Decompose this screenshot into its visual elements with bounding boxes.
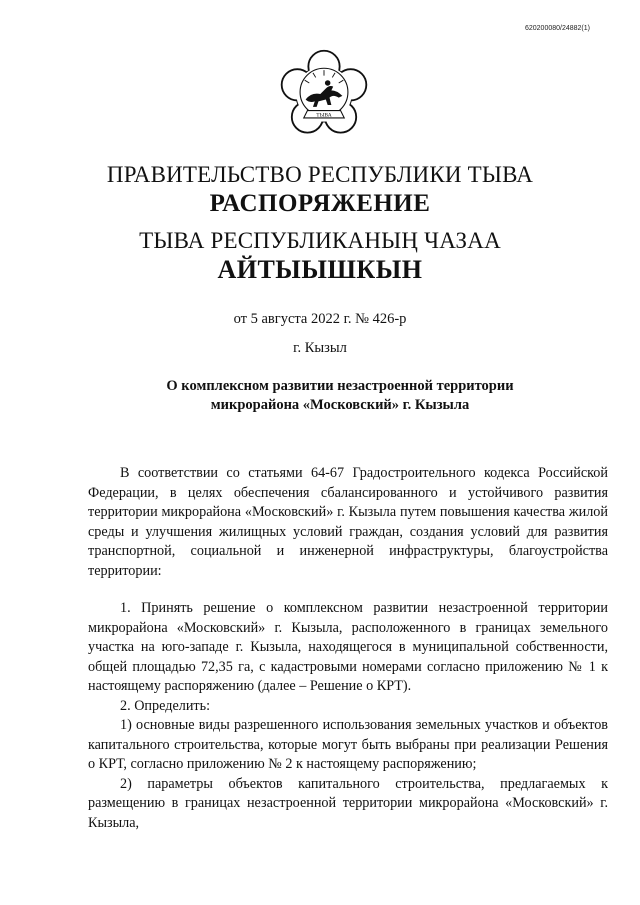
document-title: О комплексном развитии незастроенной территории микрорайона «Московский» г. Кызыла [166, 378, 514, 413]
preamble-paragraph: В соответствии со статьями 64-67 Градостроительного кодекса Российской Федерации, в целях обеспечения сбалансированного и устойчивого развития территории микрорайона «Московский» г. Кызыла путем повышения качества жилой среды и улучшения жилищных условий граждан, создания условий для развития транспортной, социальной и инженерной инфраструктуры, благоустройства территории: [88, 465, 608, 579]
city-line: г. Кызыл [293, 340, 347, 356]
government-heading-tyva: ТЫВА РЕСПУБЛИКАНЫҢ ЧАЗАА [139, 228, 501, 253]
clause-2-paragraph: 2. Определить: [120, 697, 211, 714]
clause-1-paragraph: 1. Принять решение о комплексном развитии незастроенной территории микрорайона «Московский» г. Кызыла, расположенного в границах земельного участка на юго-западе г. Кызыла, находящегося в муниципальной собственности, общей площадью 72,35 га, с кадастровыми номерами согласно приложению № 1 к настоящему распоряжению (далее – Решение о КРТ). [88, 600, 608, 694]
date-number-line: от 5 августа 2022 г. № 426-р [233, 311, 407, 327]
clause-2-2-paragraph: 2) параметры объектов капитального строительства, предлагаемых к размещению в границах незастроенной территории микрорайона «Московский» г. Кызыла, [88, 775, 608, 831]
document-id: 620200080/24882(1) [524, 25, 590, 32]
document-body [88, 464, 608, 833]
tyva-coat-of-arms-icon [278, 48, 370, 140]
order-heading-tyva: АЙТЫЫШКЫН [217, 255, 423, 284]
government-heading: ПРАВИТЕЛЬСТВО РЕСПУБЛИКИ ТЫВА [106, 162, 534, 187]
order-heading: РАСПОРЯЖЕНИЕ [209, 190, 431, 217]
emblem-ribbon-text: ТЫВА [316, 112, 332, 119]
clause-2-1-paragraph: 1) основные виды разрешенного использования земельных участков и объектов капитального строительства, которые могут быть выбраны при реализации Решения о КРТ, согласно приложению № 2 к настоящему распоряжению; [88, 717, 608, 772]
